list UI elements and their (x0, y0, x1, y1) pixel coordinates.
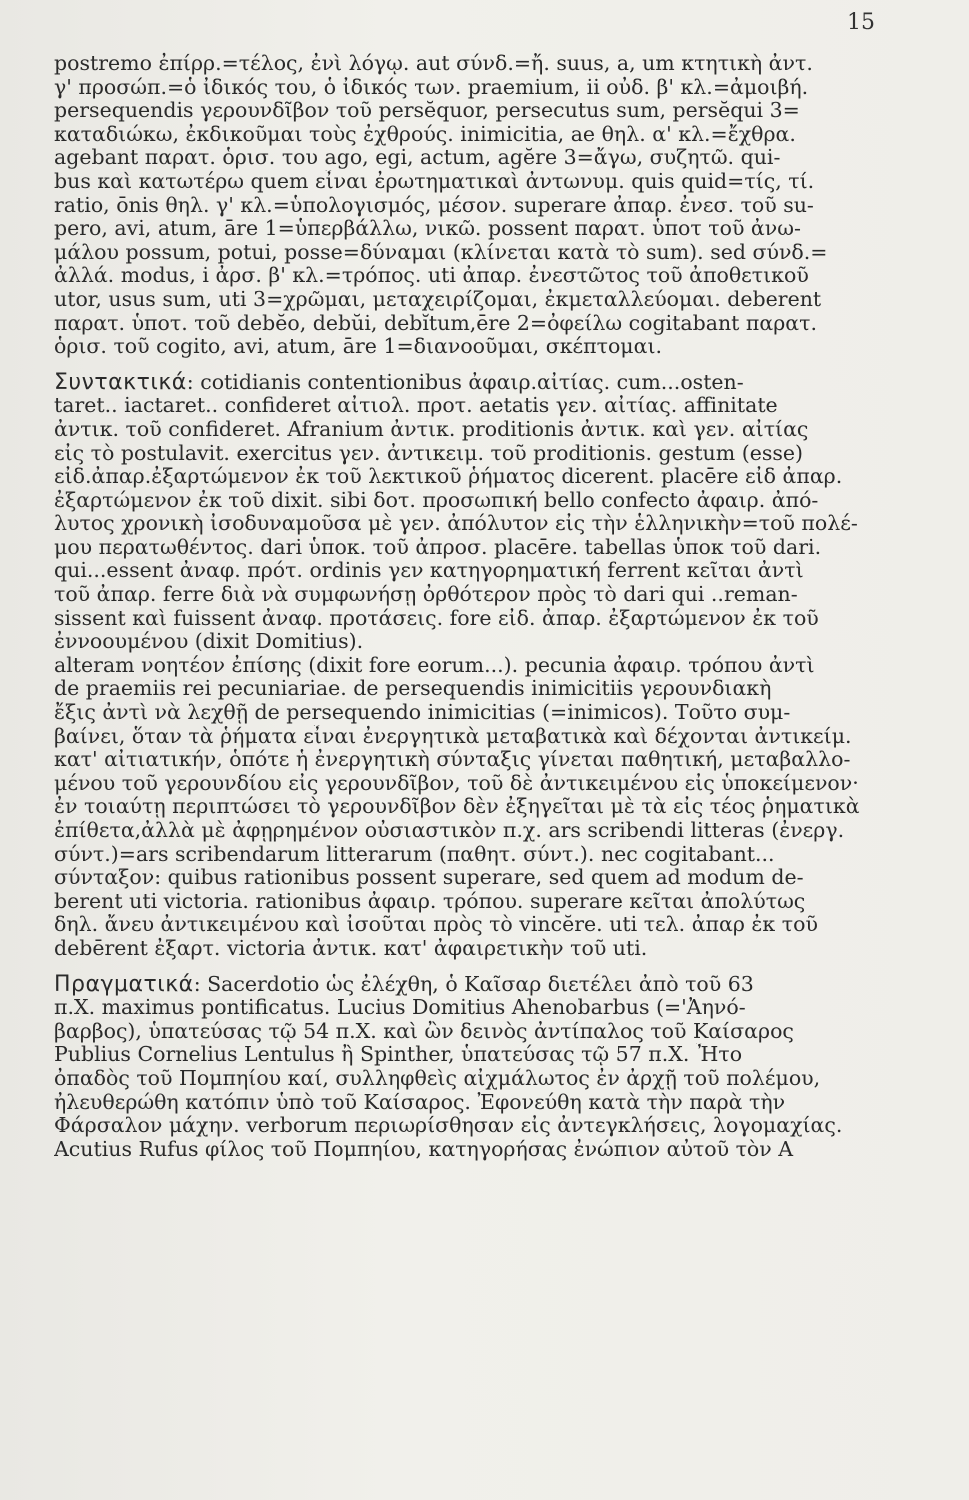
text-line: σύντ.)=ars scribendarum litterarum (παθητ. σύντ.). nec cogitabant... (54, 842, 775, 866)
text-line: βαρβος), ὑπατεύσας τῷ 54 π.Χ. καὶ ὢν δεινὸς ἀντίπαλος τοῦ Καίσαρος (54, 1019, 794, 1043)
text-line: ἀλλά. modus, i ἀρσ. β' κλ.=τρόπος. uti ἀπαρ. ἐνεστῶτος τοῦ ἀποθετικοῦ (54, 264, 809, 288)
text-line: ἐξαρτώμενον ἐκ τοῦ dixit. sibi δοτ. προσωπική bello confecto ἀφαιρ. ἀπό- (54, 488, 819, 512)
text-line: sissent καὶ fuissent ἀναφ. προτάσεις. fore εἰδ. ἀπαρ. ἐξαρτώμενον ἐκ τοῦ (54, 606, 819, 630)
text-line: λυτος χρονικὴ ἰσοδυναμοῦσα μὲ γεν. ἀπόλυτον εἰς τὴν ἑλληνικὴν=τοῦ πολέ- (54, 512, 858, 536)
text-block-syntaktika (54, 371, 922, 961)
text-line: ἐννοουμένου (dixit Domitius). (54, 630, 364, 654)
text-line: postremo ἐπίρρ.=τέλος, ἐνὶ λόγῳ. aut σύνδ.=ἤ. suus, a, um κτητικὴ ἀντ. (54, 52, 813, 75)
text-block-pragmatika (54, 973, 922, 1162)
text-line: ἀντικ. τοῦ confideret. Afranium ἀντικ. proditionis ἀντικ. καὶ γεν. αἰτίας (54, 417, 809, 441)
page-number: 15 (847, 10, 875, 35)
text-line: berent uti victoria. rationibus ἀφαιρ. τρόπου. superare κεῖται ἀπολύτως (54, 889, 806, 913)
text-line: alteram νοητέον ἐπίσης (dixit fore eorum...). pecunia ἀφαιρ. τρόπου ἀντὶ (54, 653, 815, 677)
text-line: Φάρσαλον μάχην. verborum περιωρίσθησαν εἰς ἀντεγκλήσεις, λογομαχίας. (54, 1114, 843, 1138)
text-line: ἠλευθερώθη κατόπιν ὑπὸ τοῦ Καίσαρος. Ἐφονεύθη κατὰ τὴν παρὰ τὴν (54, 1090, 786, 1114)
section-heading: Πραγματικά (54, 972, 194, 997)
text-line: Acutius Rufus φίλος τοῦ Πομπηίου, κατηγορήσας ἐνώπιον αὐτοῦ τὸν Α (54, 1137, 794, 1161)
text-line: taret.. iactaret.. confideret αἰτιολ. προτ. aetatis γεν. αἰτίας. affinitate (54, 394, 778, 418)
text-line: persequendis γερουνδῖβον τοῦ persĕquor, persecutus sum, persĕqui 3= (54, 99, 800, 123)
text-line: ὁρισ. τοῦ cogito, avi, atum, āre 1=διανοοῦμαι, σκέπτομαι. (54, 335, 663, 359)
text-line-content: : Sacerdotio ὡς ἐλέχθη, ὁ Καῖσαρ διετέλει ἀπὸ τοῦ 63 (193, 972, 754, 996)
section-heading: Συντακτικά (54, 370, 187, 395)
text-line: ratio, ōnis θηλ. γ' κλ.=ὑπολογισμός, μέσον. superare ἀπαρ. ἐνεσ. τοῦ su- (54, 193, 814, 217)
text-line: ἔξις ἀντὶ νὰ λεχθῇ de persequendo inimicitias (=inimicos). Τοῦτο συμ- (54, 701, 791, 725)
text-line: κατ' αἰτιατικήν, ὁπότε ἡ ἐνεργητικὴ σύνταξις γίνεται παθητική, μεταβαλλο- (54, 748, 851, 772)
text-line: ἐπίθετα,ἀλλὰ μὲ ἀφῃρημένον οὐσιαστικὸν π.χ. ars scribendi litteras (ἐνεργ. (54, 819, 845, 842)
text-line: agebant παρατ. ὁρισ. του ago, egi, actum, agĕre 3=ἄγω, συζητῶ. qui- (54, 146, 781, 170)
text-line: εἰδ.ἀπαρ.ἐξαρτώμενον ἐκ τοῦ λεκτικοῦ ῥήματος dicerent. placēre εἰδ ἀπαρ. (54, 465, 843, 489)
text-line: τοῦ ἀπαρ. ferre διὰ νὰ συμφωνήσῃ ὀρθότερον πρὸς τὸ dari qui ..reman- (54, 583, 798, 607)
text-block-notes (54, 52, 922, 359)
text-line: qui...essent ἀναφ. πρότ. ordinis γεν κατηγορηματική ferrent κεῖται ἀντὶ (54, 559, 804, 583)
text-line: μένου τοῦ γερουνδίου εἰς γερουνδῖβον, τοῦ δὲ ἀντικειμένου εἰς ὑποκείμενον· (54, 771, 859, 795)
text-line: bus καὶ κατωτέρω quem εἶναι ἐρωτηματικαὶ ἀντωνυμ. quis quid=τίς, τί. (54, 169, 815, 193)
text-line: debērent ἐξαρτ. victoria ἀντικ. κατ' ἀφαιρετικὴν τοῦ uti. (54, 936, 648, 960)
text-line: βαίνει, ὅταν τὰ ῥήματα εἶναι ἐνεργητικὰ μεταβατικὰ καὶ δέχονται ἀντικείμ. (54, 724, 852, 748)
text-line: pero, avi, atum, āre 1=ὑπερβάλλω, νικῶ. possent παρατ. ὑποτ τοῦ ἀνω- (54, 217, 801, 241)
text-line: Publius Cornelius Lentulus ἢ Spinther, ὑπατεύσας τῷ 57 π.Χ. Ἦτο (54, 1043, 743, 1067)
text-line-content: : cotidianis contentionibus ἀφαιρ.αἰτίας. cum...osten- (186, 370, 744, 394)
text-line (54, 371, 922, 395)
text-line: utor, usus sum, uti 3=χρῶμαι, μεταχειρίζομαι, ἐκμεταλλεύομαι. deberent (54, 287, 822, 311)
page-text (54, 52, 922, 1161)
text-line: π.Χ. maximus pontificatus. Lucius Domitius Ahenobarbus (='Ἀηνό- (54, 996, 746, 1020)
text-line: ὀπαδὸς τοῦ Πομπηίου καί, συλληφθεὶς αἰχμάλωτος ἐν ἀρχῇ τοῦ πολέμου, (54, 1066, 821, 1090)
text-line: καταδιώκω, ἐκδικοῦμαι τοὺς ἐχθρούς. inimicitia, ae θηλ. α' κλ.=ἔχθρα. (54, 122, 796, 146)
text-line: ἐν τοιαύτῃ περιπτώσει τὸ γερουνδῖβον δὲν ἐξηγεῖται μὲ τὰ εἰς τέος ῥηματικὰ (54, 795, 860, 819)
text-line: σύνταξον: quibus rationibus possent superare, sed quem ad modum de- (54, 866, 804, 890)
text-line: μου περατωθέντος. dari ὑποκ. τοῦ ἀπροσ. placēre. tabellas ὑποκ τοῦ dari. (54, 535, 822, 559)
text-line: γ' προσώπ.=ὁ ἰδικός του, ὁ ἰδικός των. praemium, ii οὐδ. β' κλ.=ἀμοιβή. (54, 75, 809, 99)
text-line (54, 973, 922, 997)
text-line: εἰς τὸ postulavit. exercitus γεν. ἀντικειμ. τοῦ proditionis. gestum (esse) (54, 441, 804, 465)
text-line: δηλ. ἄνευ ἀντικειμένου καὶ ἰσοῦται πρὸς τὸ vincĕre. uti τελ. ἀπαρ ἐκ τοῦ (54, 913, 818, 937)
text-line: παρατ. ὑποτ. τοῦ debĕo, debŭi, debĭtum,ēre 2=ὀφείλω cogitabant παρατ. (54, 311, 817, 335)
text-line: μάλου possum, potui, posse=δύναμαι (κλίνεται κατὰ τὸ sum). sed σύνδ.= (54, 240, 828, 264)
text-line: de praemiis rei pecuniariae. de persequendis inimicitiis γερουνδιακὴ (54, 677, 772, 701)
